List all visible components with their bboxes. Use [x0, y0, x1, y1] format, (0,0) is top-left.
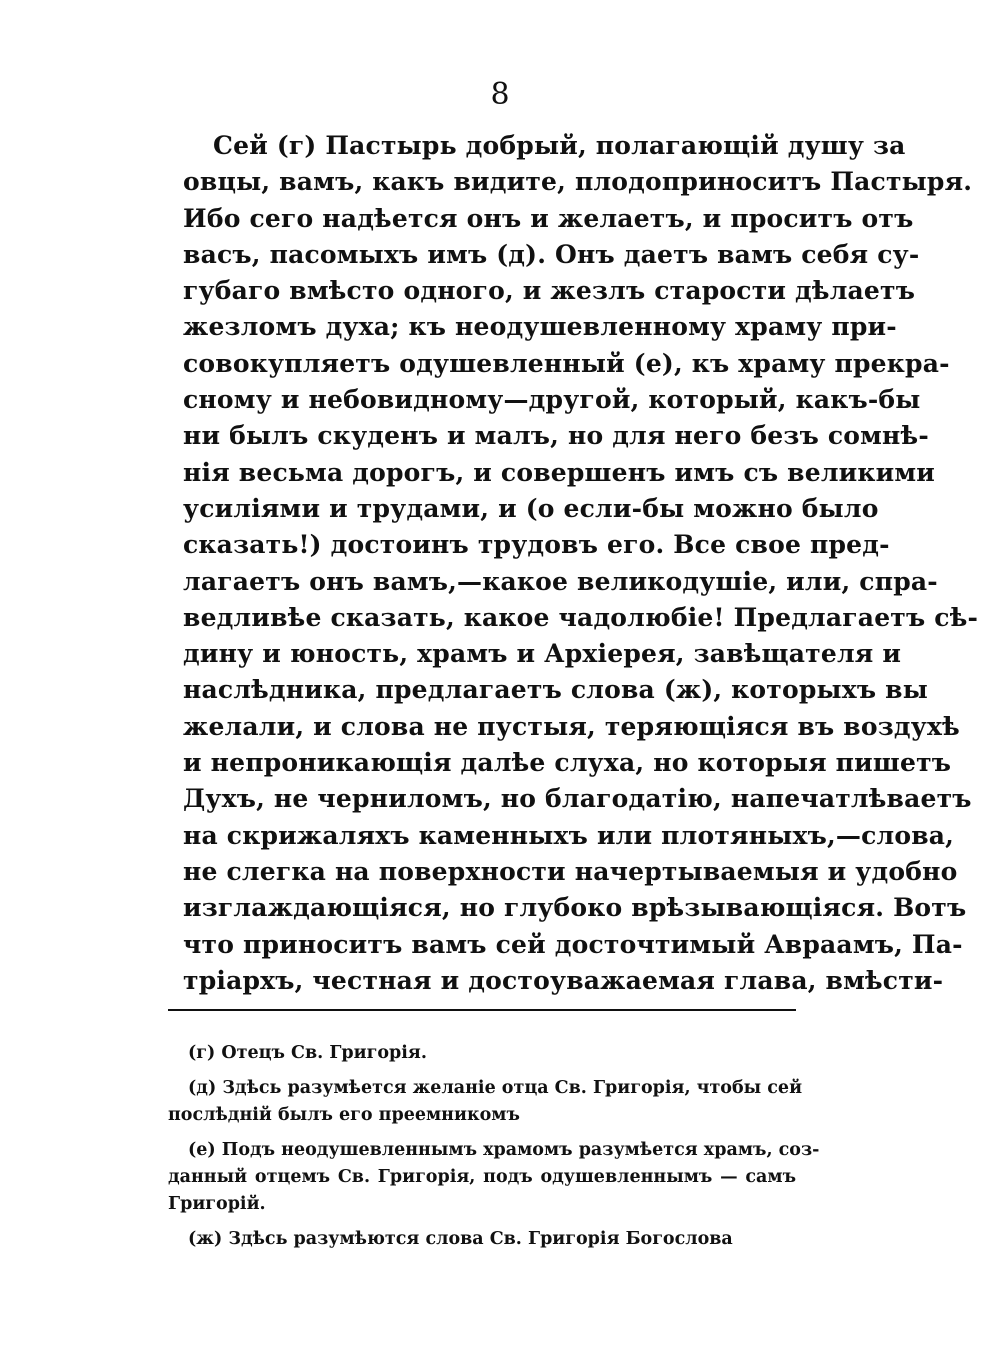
- text-line: ведливѣе сказать, какое чадолюбіе! Предлагаетъ сѣ-: [183, 602, 979, 632]
- text-line: желали, и слова не пустыя, теряющіяся въ воздухѣ: [183, 711, 960, 741]
- footnote-g: [168, 1040, 796, 1067]
- text-line: и непроникающія далѣе слуха, но которыя пишетъ: [183, 748, 952, 778]
- page-number: 8: [490, 77, 510, 112]
- footnote-e: [168, 1137, 820, 1218]
- text-line: Сей (г) Пастырь добрый, полагающій душу за: [213, 131, 906, 160]
- text-line: сному и небовидному—другой, который, какъ-бы: [183, 385, 921, 415]
- text-line: Ибо сего надѣется онъ и желаетъ, и проситъ отъ: [183, 203, 914, 233]
- text-line: тріархъ, честная и достоуважаемая глава, вмѣсти-: [183, 965, 944, 995]
- text-line: лагаетъ онъ вамъ,—какое великодушіе, или, спра-: [183, 566, 938, 596]
- text-line: на скрижаляхъ каменныхъ или плотяныхъ,—слова,: [183, 820, 955, 850]
- text-line: овцы, вамъ, какъ видите, плодоприноситъ Пастыря.: [183, 167, 973, 197]
- text-line: что приноситъ вамъ сей досточтимый Авраамъ, Па-: [183, 929, 963, 959]
- text-line: нія весьма дорогъ, и совершенъ имъ съ великими: [183, 457, 936, 487]
- text-line: Духъ, не черниломъ, но благодатію, напечатлѣваетъ: [183, 784, 972, 814]
- text-line: изглаждающіяся, но глубоко врѣзывающіяся. Вотъ: [183, 893, 967, 923]
- text-line: наслѣдника, предлагаетъ слова (ж), которыхъ вы: [183, 675, 929, 705]
- text-line: не слегка на поверхности начертываемыя и удобно: [183, 856, 958, 886]
- footnote-d: [168, 1075, 803, 1129]
- footnote-line: (г) Отецъ Св. Григорія.: [188, 1043, 427, 1063]
- footnote-line: (д) Здѣсь разумѣется желаніе отца Св. Григорія, чтобы сей: [188, 1078, 803, 1098]
- text-line: васъ, пасомыхъ имъ (д). Онъ даетъ вамъ себя су-: [183, 239, 920, 269]
- text-line: губаго вмѣсто одного, и жезлъ старости дѣлаетъ: [183, 276, 916, 306]
- footnote-line: данный отцемъ Св. Григорія, подъ одушевленнымъ — самъ: [168, 1167, 796, 1187]
- text-line: дину и юность, храмъ и Архіерея, завѣщателя и: [183, 639, 902, 669]
- text-line: ни былъ скуденъ и малъ, но для него безъ сомнѣ-: [183, 421, 929, 451]
- footnote-line: послѣдній былъ его преемникомъ: [168, 1105, 520, 1125]
- footnote-zh: [168, 1226, 796, 1253]
- text-line: совокупляетъ одушевленный (е), къ храму прекра-: [183, 348, 950, 378]
- footnote-line: (ж) Здѣсь разумѣются слова Св. Григорія Богослова: [188, 1229, 733, 1249]
- footnotes: [168, 1040, 820, 1253]
- text-line: усиліями и трудами, и (о если-бы можно было: [183, 493, 879, 523]
- main-text: [183, 128, 979, 999]
- footnote-line: (е) Подъ неодушевленнымъ храмомъ разумѣется храмъ, соз-: [188, 1140, 820, 1160]
- text-line: жезломъ духа; къ неодушевленному храму при-: [183, 312, 897, 342]
- text-line: сказать!) достоинъ трудовъ его. Все свое пред-: [183, 530, 890, 560]
- footnote-separator-rule: [168, 1009, 796, 1011]
- footnote-line: Григорій.: [168, 1194, 266, 1214]
